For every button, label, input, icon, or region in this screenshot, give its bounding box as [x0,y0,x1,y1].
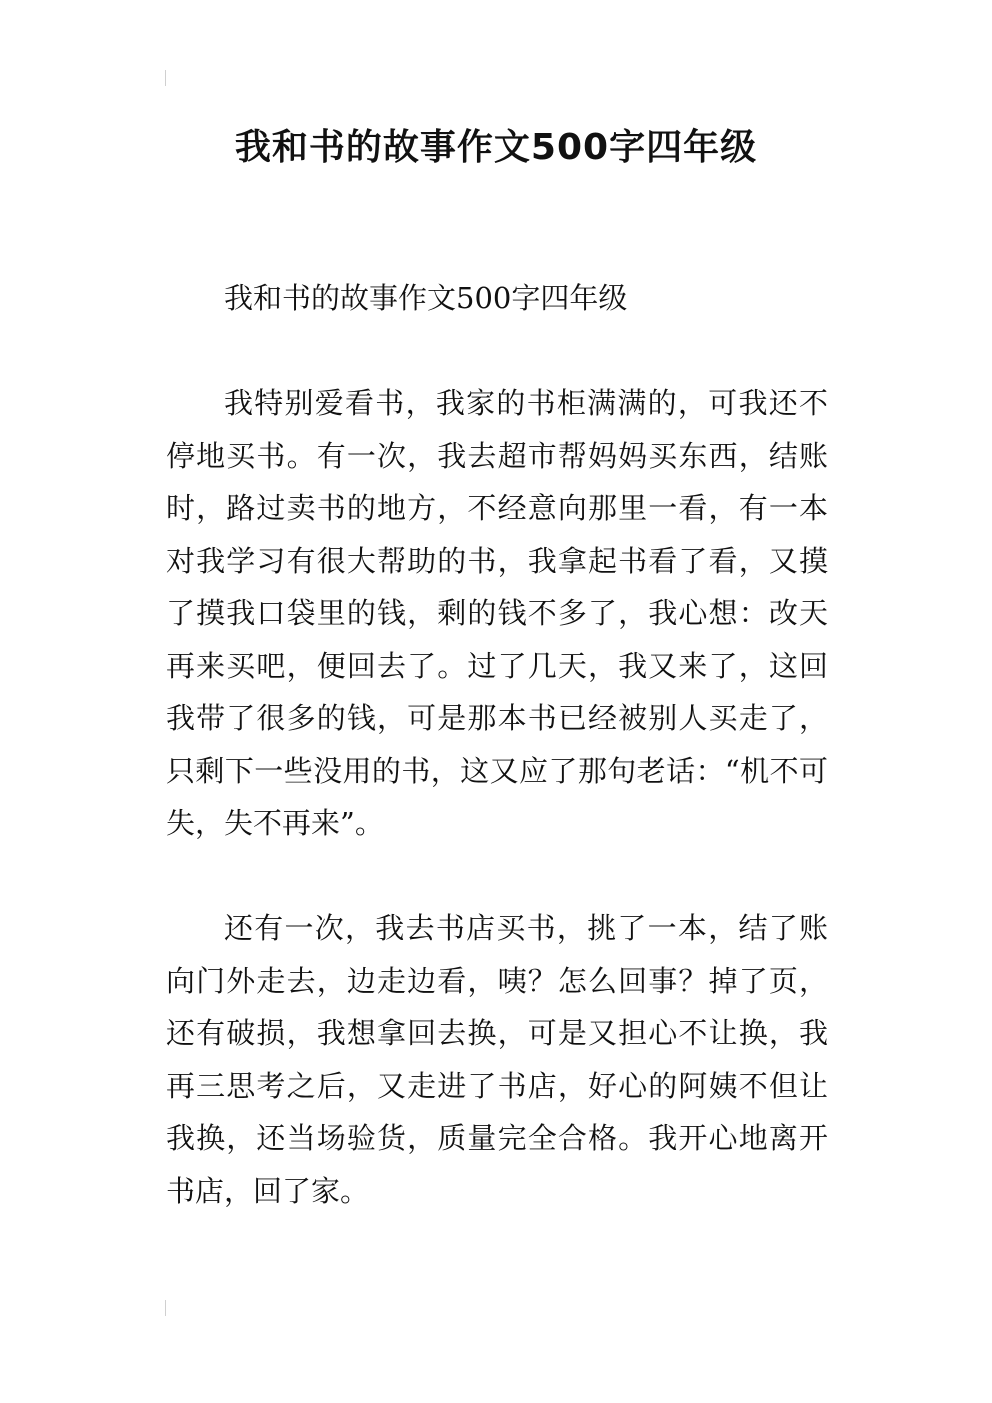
page-corner-mark-top [165,70,166,86]
document-subtitle: 我和书的故事作文500字四年级 [224,281,628,315]
paragraph-1: 我特别爱看书，我家的书柜满满的，可我还不停地买书。有一次，我去超市帮妈妈买东西，结账时，路过卖书的地方，不经意向那里一看，有一本对我学习有很大帮助的书，我拿起书看了看，又摸了摸我口袋里的钱，剩的钱不多了，我心想：改天再来买吧，便回去了。过了几天，我又来了，这回我带了很多的钱，可是那本书已经被别人买走了，只剩下一些没用的书，这又应了那句老话：“机不可失，失不再来”。 [166,386,828,840]
document-title: 我和书的故事作文500字四年级 [234,127,758,168]
document-body [166,272,828,1270]
page-corner-mark-bottom [165,1300,166,1316]
paragraph-2: 还有一次，我去书店买书，挑了一本，结了账向门外走去，边走边看，咦？怎么回事？掉了页，还有破损，我想拿回去换，可是又担心不让换，我再三思考之后，又走进了书店，好心的阿姨不但让我换，还当场验货，质量完全合格。我开心地离开书店，回了家。 [166,911,828,1208]
